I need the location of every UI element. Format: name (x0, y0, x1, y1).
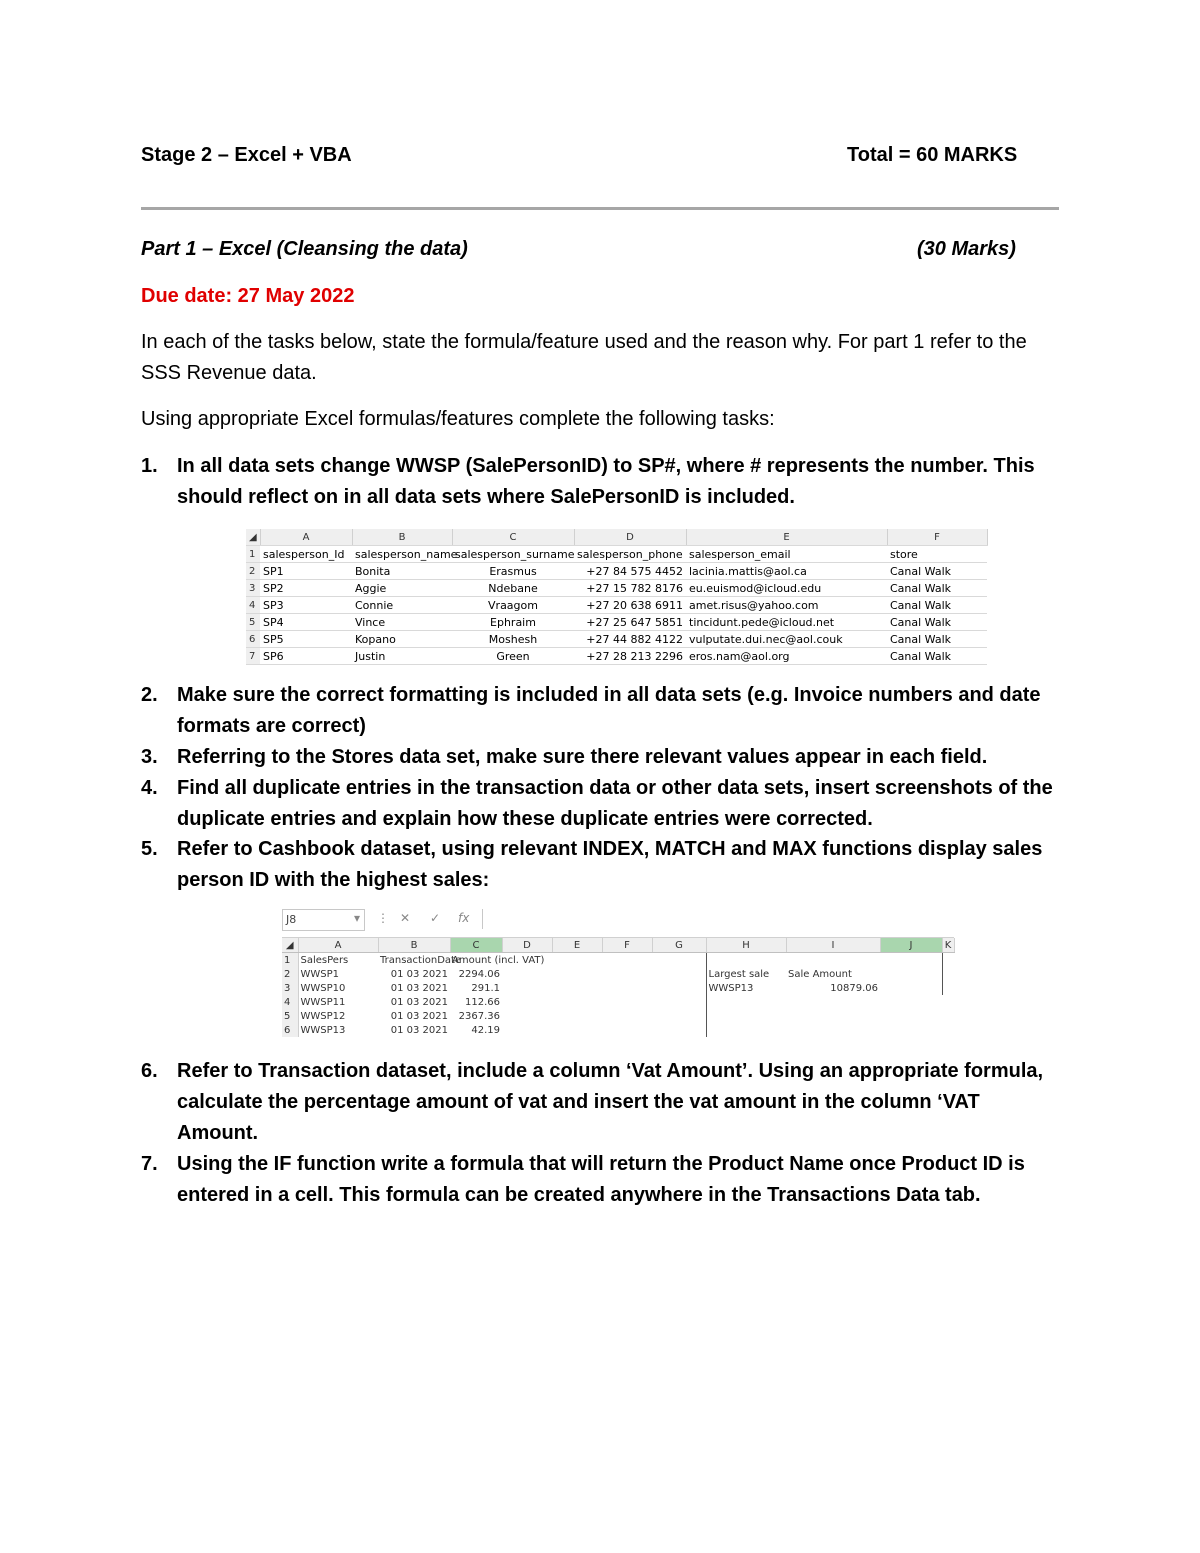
part-title: Part 1 – Excel (Cleansing the data) (141, 238, 468, 260)
cell: eu.euismod@icloud.edu (686, 580, 887, 597)
cell: 291.1 (471, 982, 500, 994)
cell: Largest sale (706, 967, 786, 981)
task-number: 2. (141, 684, 158, 706)
cell: Canal Walk (887, 631, 987, 648)
cell: Canal Walk (887, 580, 987, 597)
due-date: Due date: 27 May 2022 (141, 285, 355, 307)
cell: +27 28 213 2296 (574, 648, 686, 665)
task-text: Refer to Cashbook dataset, using relevant INDEX, MATCH and MAX functions display sales person ID with the highest sales: (177, 838, 1043, 891)
cell: Canal Walk (887, 597, 987, 614)
col-header: I (786, 938, 880, 953)
cell: Kopano (352, 631, 452, 648)
stage-title: Stage 2 – Excel + VBA (141, 144, 352, 166)
cashbook-sheet-screenshot (282, 897, 954, 1055)
cell: eros.nam@aol.org (686, 648, 887, 665)
col-header: B (352, 529, 452, 546)
cell: salesperson_surname (452, 546, 574, 563)
corner-cell: ◢ (246, 529, 260, 546)
col-header: F (602, 938, 652, 953)
cell: lacinia.mattis@aol.ca (686, 563, 887, 580)
cell: SP1 (260, 563, 352, 580)
row-number: 2 (282, 967, 298, 981)
col-header: F (887, 529, 987, 546)
cell: Canal Walk (887, 648, 987, 665)
cell: SP4 (260, 614, 352, 631)
cell: Moshesh (452, 631, 574, 648)
dropdown-icon: ▾ (354, 911, 361, 925)
formula-input (482, 909, 953, 929)
task-text: Using the IF function write a formula that will return the Product Name once Product ID is entered in a cell. This formula can be created anywhere in the Transactions Data tab. (177, 1153, 1025, 1206)
instruction-paragraph: Using appropriate Excel formulas/features complete the following tasks: (141, 408, 775, 430)
cell: WWSP1 (300, 968, 340, 980)
cell: vulputate.dui.nec@aol.couk (686, 631, 887, 648)
cell: Connie (352, 597, 452, 614)
task-number: 1. (141, 455, 158, 477)
col-header: E (686, 529, 887, 546)
row-number: 3 (282, 981, 298, 995)
col-header: B (378, 938, 450, 953)
cell: TransactionDate (380, 954, 462, 966)
enter-icon: ✓ (430, 911, 441, 925)
cell: amet.risus@yahoo.com (686, 597, 887, 614)
cell: WWSP11 (300, 996, 346, 1008)
cell: SP2 (260, 580, 352, 597)
row-number: 4 (246, 597, 260, 614)
cell: Canal Walk (887, 563, 987, 580)
col-header: D (574, 529, 686, 546)
cell: WWSP13 (706, 981, 786, 995)
cell: salesperson_email (686, 546, 887, 563)
cell: +27 20 638 6911 (574, 597, 686, 614)
cell: Ndebane (452, 580, 574, 597)
intro-paragraph: In each of the tasks below, state the formula/feature used and the reason why. For part 1 refer to the SSS Revenue data. (141, 331, 1027, 384)
cell: Green (452, 648, 574, 665)
task-text: In all data sets change WWSP (SalePersonID) to SP#, where # represents the number. This should reflect on in all data sets where SalePersonID is included. (177, 455, 1035, 508)
cell: +27 25 647 5851 (574, 614, 686, 631)
col-header: G (652, 938, 706, 953)
col-header: J (880, 938, 942, 953)
cell: 01 03 2021 (390, 1024, 448, 1036)
col-header: K (942, 938, 954, 953)
col-header: C (452, 529, 574, 546)
cell: store (887, 546, 987, 563)
cell: WWSP10 (300, 982, 346, 994)
task-text: Find all duplicate entries in the transaction data or other data sets, insert screenshots of the duplicate entries and explain how these duplicate entries were corrected. (177, 777, 1053, 830)
header-divider (141, 207, 1059, 210)
row-number: 6 (246, 631, 260, 648)
col-header: A (298, 938, 378, 953)
task-number: 3. (141, 746, 158, 768)
row-number: 6 (282, 1023, 298, 1037)
cell: Bonita (352, 563, 452, 580)
cell: salesperson_Id (260, 546, 352, 563)
row-number: 3 (246, 580, 260, 597)
formula-bar (282, 897, 954, 938)
task-text: Refer to Transaction dataset, include a column ‘Vat Amount’. Using an appropriate formula, calculate the percentage amount of vat and insert the vat amount in the column ‘VAT Amount. (177, 1060, 1044, 1144)
cell: 01 03 2021 (390, 996, 448, 1008)
col-header: D (502, 938, 552, 953)
cell: Amount (incl. VAT) (452, 954, 545, 966)
row-number: 1 (282, 953, 298, 968)
task-number: 5. (141, 838, 158, 860)
corner-cell: ◢ (282, 938, 298, 953)
task-text: Referring to the Stores data set, make sure there relevant values appear in each field. (177, 746, 988, 768)
col-header: H (706, 938, 786, 953)
cell: Sale Amount (788, 968, 852, 980)
cell: SP5 (260, 631, 352, 648)
cell: Vraagom (452, 597, 574, 614)
cell: Aggie (352, 580, 452, 597)
task-number: 7. (141, 1153, 158, 1175)
cell: 01 03 2021 (390, 968, 448, 980)
cell: 01 03 2021 (390, 982, 448, 994)
col-header: A (260, 529, 352, 546)
row-number: 7 (246, 648, 260, 665)
cell: Justin (352, 648, 452, 665)
more-icon: ⋮ (377, 911, 389, 925)
row-number: 2 (246, 563, 260, 580)
cell: +27 84 575 4452 (574, 563, 686, 580)
salesperson-sheet-screenshot (246, 529, 987, 664)
cell: SP3 (260, 597, 352, 614)
cell: Canal Walk (887, 614, 987, 631)
col-header: E (552, 938, 602, 953)
cell: 10879.06 (830, 982, 878, 994)
cell: Erasmus (452, 563, 574, 580)
row-number: 5 (282, 1009, 298, 1023)
row-number: 4 (282, 995, 298, 1009)
cell: SP6 (260, 648, 352, 665)
cell: 2367.36 (458, 1010, 500, 1022)
cell: 01 03 2021 (390, 1010, 448, 1022)
task-text: Make sure the correct formatting is included in all data sets (e.g. Invoice numbers and date formats are correct) (177, 684, 1041, 737)
cell: tincidunt.pede@icloud.net (686, 614, 887, 631)
cell: salesperson_phone (574, 546, 686, 563)
cell: 2294.06 (458, 968, 500, 980)
cell: WWSP13 (300, 1024, 346, 1036)
cell: salesperson_name (352, 546, 452, 563)
cell: Vince (352, 614, 452, 631)
col-header: C (450, 938, 502, 953)
name-box: J8 (282, 909, 365, 931)
part-marks: (30 Marks) (917, 238, 1016, 260)
cell: +27 44 882 4122 (574, 631, 686, 648)
cell: 112.66 (465, 996, 500, 1008)
cell: SalesPers (300, 954, 349, 966)
task-number: 4. (141, 777, 158, 799)
row-number: 5 (246, 614, 260, 631)
row-number: 1 (246, 546, 260, 563)
cell: +27 15 782 8176 (574, 580, 686, 597)
total-marks: Total = 60 MARKS (847, 144, 1018, 166)
cancel-icon: ✕ (400, 911, 411, 925)
cell: Ephraim (452, 614, 574, 631)
cell: 42.19 (471, 1024, 500, 1036)
function-icon: fx (458, 911, 470, 925)
cell: WWSP12 (300, 1010, 346, 1022)
task-number: 6. (141, 1060, 158, 1082)
